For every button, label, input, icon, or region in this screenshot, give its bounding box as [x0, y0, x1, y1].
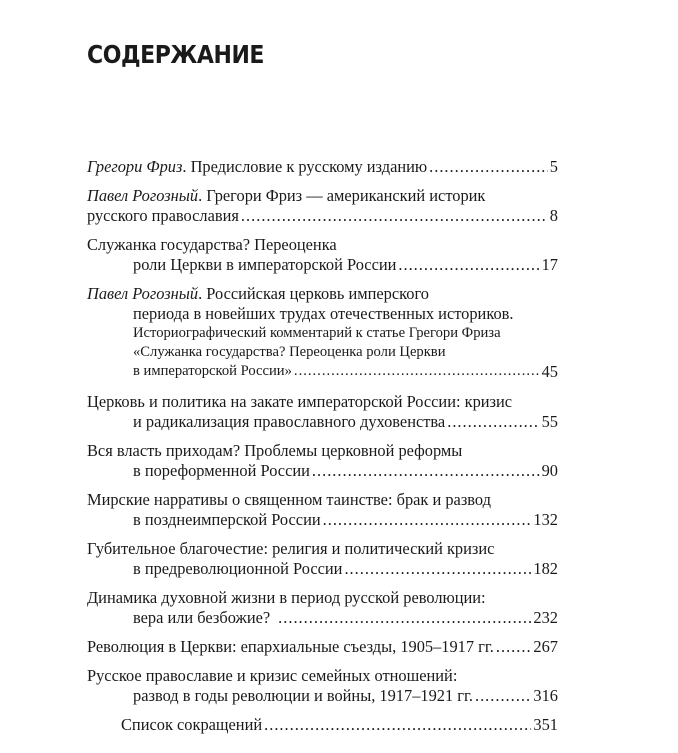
- toc-page-number: 316: [533, 686, 558, 705]
- toc-title-continued: и радикализация православного духовенства: [133, 412, 446, 431]
- dot-leader: [447, 412, 539, 432]
- toc-page-number: 17: [541, 255, 558, 274]
- toc-title: Церковь и политика на закате императорской России: кризис: [87, 392, 513, 411]
- toc-title: . Грегори Фриз — американский историк: [198, 186, 486, 205]
- dot-leader: [429, 157, 548, 177]
- toc-subtitle: Историографический комментарий к статье Грегори Фриза: [133, 325, 501, 341]
- dot-leader: [496, 637, 532, 657]
- toc-title-continued: в позднеимперской России: [133, 510, 321, 529]
- toc-entry-freeze-american-historian[interactable]: [87, 186, 558, 226]
- toc-page-number: 132: [533, 510, 558, 529]
- toc-page-number: 182: [533, 559, 558, 578]
- dot-leader: [475, 686, 531, 706]
- toc-title: Вся власть приходам? Проблемы церковной реформы: [87, 441, 463, 460]
- toc-title: Революция в Церкви: епархиальные съезды, 1905–1917 гг.: [87, 637, 494, 656]
- toc-entry-spiritual-dynamics[interactable]: [87, 588, 558, 628]
- toc-title: Русское православие и кризис семейных отношений:: [87, 666, 458, 685]
- toc-page-number: 351: [533, 715, 558, 734]
- toc-entry-servant-of-state[interactable]: [87, 235, 558, 275]
- toc-author: Павел Рогозный: [87, 284, 199, 303]
- toc-title: Губительное благочестие: религия и политический кризис: [87, 539, 495, 558]
- toc-title: . Российская церковь имперского: [198, 284, 429, 303]
- toc-entry-abbreviations[interactable]: [87, 715, 558, 735]
- toc-title: Служанка государства? Переоценка: [87, 235, 337, 254]
- dot-leader: [312, 461, 540, 481]
- dot-leader: [323, 510, 532, 530]
- toc-title-continued: развод в годы революции и войны, 1917–1921 гг.: [133, 686, 473, 705]
- toc-title-continued: роли Церкви в императорской России: [133, 255, 397, 274]
- toc-subtitle: «Служанка государства? Переоценка роли Церкви: [133, 344, 446, 360]
- toc-page-number: 55: [541, 412, 558, 431]
- dot-leader: [278, 608, 531, 628]
- dot-leader: [264, 715, 531, 735]
- dot-leader: [294, 362, 540, 381]
- toc-entry-power-to-parishes[interactable]: [87, 441, 558, 481]
- toc-entry-ruinous-piety[interactable]: [87, 539, 558, 579]
- toc-entry-revolution-in-church[interactable]: [87, 637, 558, 657]
- dot-leader: [344, 559, 531, 579]
- toc-title-continued: в предреволюционной России: [133, 559, 343, 578]
- dot-leader: [398, 255, 539, 275]
- dot-leader: [241, 206, 548, 226]
- toc-title-continued: русского православия: [87, 206, 239, 225]
- toc-title: Динамика духовной жизни в период русской революции:: [87, 588, 486, 607]
- toc-entry-lay-narratives[interactable]: [87, 490, 558, 530]
- toc-title: Список сокращений: [121, 715, 263, 734]
- toc-entry-orthodoxy-and-family[interactable]: [87, 666, 558, 706]
- toc-author: Грегори Фриз: [87, 157, 183, 176]
- toc-page-number: 232: [533, 608, 558, 627]
- toc-title-continued: вера или безбожие?: [133, 608, 271, 627]
- toc-entry-historiographic-commentary[interactable]: [87, 284, 558, 381]
- toc-page-number: 45: [541, 362, 558, 381]
- toc-title-continued: периода в новейших трудах отечественных историков.: [133, 304, 514, 323]
- table-of-contents: [87, 157, 558, 735]
- page-title: СОДЕРЖАНИЕ: [87, 40, 265, 69]
- toc-author: Павел Рогозный: [87, 186, 199, 205]
- toc-subtitle: в императорской России»: [133, 363, 292, 379]
- toc-title: . Предисловие к русскому изданию: [182, 157, 428, 176]
- toc-entry-preface[interactable]: [87, 157, 558, 177]
- toc-title-continued: в пореформенной России: [133, 461, 310, 480]
- toc-entry-church-and-politics[interactable]: [87, 392, 558, 432]
- toc-title: Мирские нарративы о священном таинстве: брак и развод: [87, 490, 491, 509]
- toc-page-number: 90: [541, 461, 558, 480]
- toc-page-number: 8: [549, 206, 558, 225]
- toc-page-number: 5: [549, 157, 558, 176]
- toc-page-number: 267: [533, 637, 558, 656]
